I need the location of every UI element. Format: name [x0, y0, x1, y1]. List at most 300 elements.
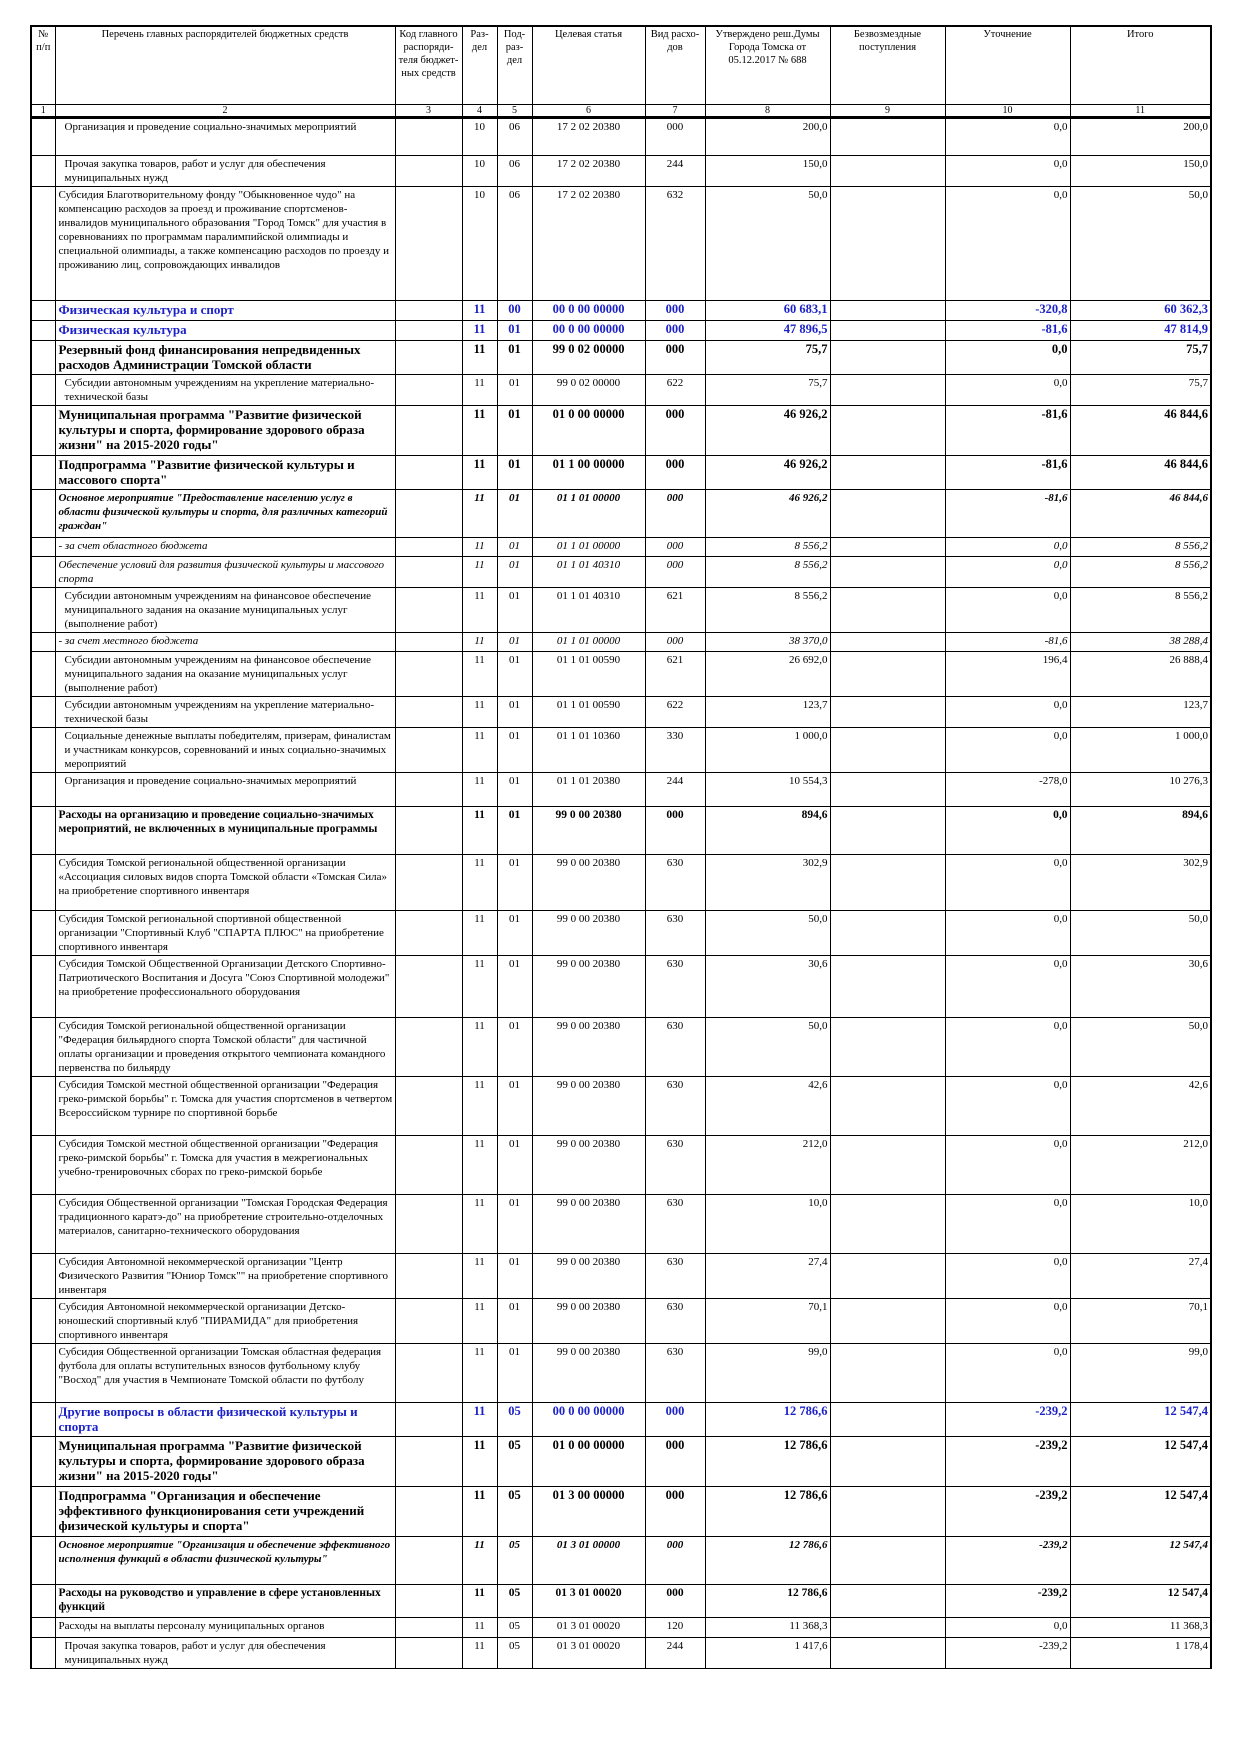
table-cell-total: 46 844,6	[1070, 406, 1211, 456]
table-row	[31, 118, 1211, 156]
table-cell-expense-type: 000	[645, 633, 705, 652]
table-cell-approved: 75,7	[705, 341, 830, 375]
table-cell-grants	[830, 1344, 945, 1403]
table-cell-grants	[830, 118, 945, 156]
table-cell-approved: 60 683,1	[705, 301, 830, 321]
table-cell-subsection: 01	[497, 341, 532, 375]
table-cell-section: 11	[462, 1403, 497, 1437]
table-cell-subsection: 05	[497, 1403, 532, 1437]
table-cell-section: 10	[462, 187, 497, 301]
table-cell-total: 10,0	[1070, 1195, 1211, 1254]
table-cell-subsection: 05	[497, 1487, 532, 1537]
table-cell-target-article: 01 1 01 00000	[532, 538, 645, 557]
table-cell-number	[31, 1585, 55, 1618]
table-row	[31, 1344, 1211, 1403]
table-cell-target-article: 01 3 01 00020	[532, 1618, 645, 1638]
table-cell-expense-type: 000	[645, 1585, 705, 1618]
table-cell-subsection: 05	[497, 1638, 532, 1669]
table-cell-number	[31, 855, 55, 911]
table-cell-number	[31, 1403, 55, 1437]
column-number: 10	[945, 105, 1070, 118]
table-cell-name: Социальные денежные выплаты победителям, призерам, финалистам и участникам конкурсов, соревнований и иных социально-значимых мероприятий	[55, 728, 395, 773]
table-cell-number	[31, 118, 55, 156]
table-cell-total: 50,0	[1070, 1018, 1211, 1077]
table-cell-number	[31, 773, 55, 807]
table-cell-total: 302,9	[1070, 855, 1211, 911]
header-name: Перечень главных распорядителей бюджетных средств	[55, 26, 395, 105]
table-cell-number	[31, 341, 55, 375]
table-cell-total: 150,0	[1070, 156, 1211, 187]
table-row	[31, 1299, 1211, 1344]
table-cell-adjustment: -239,2	[945, 1537, 1070, 1585]
table-cell-target-article: 01 1 01 00590	[532, 652, 645, 697]
table-cell-total: 60 362,3	[1070, 301, 1211, 321]
table-cell-approved: 212,0	[705, 1136, 830, 1195]
table-cell-number	[31, 1299, 55, 1344]
table-cell-name: Субсидия Общественной организации Томская областная федерация футбола для оплаты вступительных взносов футбольному клубу "Восход" для участия в Чемпионате Томской области по футболу	[55, 1344, 395, 1403]
table-cell-target-article: 99 0 00 20380	[532, 911, 645, 956]
table-cell-admin-code	[395, 588, 462, 633]
table-cell-admin-code	[395, 406, 462, 456]
table-cell-subsection: 01	[497, 728, 532, 773]
table-cell-adjustment: -278,0	[945, 773, 1070, 807]
table-cell-expense-type: 630	[645, 1077, 705, 1136]
table-cell-total: 10 276,3	[1070, 773, 1211, 807]
table-cell-subsection: 05	[497, 1618, 532, 1638]
table-cell-expense-type: 000	[645, 538, 705, 557]
table-cell-subsection: 06	[497, 187, 532, 301]
table-cell-subsection: 05	[497, 1585, 532, 1618]
table-cell-section: 11	[462, 855, 497, 911]
table-cell-number	[31, 1437, 55, 1487]
table-cell-section: 11	[462, 1344, 497, 1403]
table-cell-target-article: 01 1 01 40310	[532, 588, 645, 633]
table-cell-expense-type: 000	[645, 490, 705, 538]
table-cell-expense-type: 000	[645, 1537, 705, 1585]
table-cell-section: 10	[462, 156, 497, 187]
table-cell-grants	[830, 1585, 945, 1618]
table-cell-expense-type: 000	[645, 1487, 705, 1537]
table-cell-approved: 302,9	[705, 855, 830, 911]
header-subsection: Под-раз-дел	[497, 26, 532, 105]
table-cell-number	[31, 1195, 55, 1254]
table-cell-expense-type: 000	[645, 341, 705, 375]
table-cell-admin-code	[395, 1618, 462, 1638]
table-cell-target-article: 00 0 00 00000	[532, 321, 645, 341]
table-cell-total: 27,4	[1070, 1254, 1211, 1299]
table-cell-adjustment: 0,0	[945, 1254, 1070, 1299]
table-cell-target-article: 01 1 01 40310	[532, 557, 645, 588]
table-row	[31, 697, 1211, 728]
table-cell-expense-type: 000	[645, 456, 705, 490]
table-cell-target-article: 17 2 02 20380	[532, 118, 645, 156]
table-cell-approved: 123,7	[705, 697, 830, 728]
table-cell-name: Основное мероприятие "Организация и обеспечение эффективного исполнения функций в области физической культуры"	[55, 1537, 395, 1585]
table-cell-subsection: 01	[497, 1077, 532, 1136]
table-cell-admin-code	[395, 1437, 462, 1487]
column-number: 9	[830, 105, 945, 118]
table-cell-grants	[830, 633, 945, 652]
table-cell-total: 11 368,3	[1070, 1618, 1211, 1638]
table-cell-expense-type: 630	[645, 1299, 705, 1344]
table-cell-total: 50,0	[1070, 187, 1211, 301]
table-cell-adjustment: 0,0	[945, 807, 1070, 855]
table-cell-section: 11	[462, 538, 497, 557]
table-cell-grants	[830, 1195, 945, 1254]
table-cell-adjustment: 0,0	[945, 1077, 1070, 1136]
table-cell-name: - за счет местного бюджета	[55, 633, 395, 652]
table-row	[31, 773, 1211, 807]
table-cell-adjustment: 0,0	[945, 956, 1070, 1018]
table-cell-adjustment: 0,0	[945, 855, 1070, 911]
table-cell-number	[31, 538, 55, 557]
table-cell-number	[31, 588, 55, 633]
table-cell-grants	[830, 557, 945, 588]
table-cell-adjustment: -81,6	[945, 633, 1070, 652]
table-cell-adjustment: -239,2	[945, 1638, 1070, 1669]
table-cell-total: 8 556,2	[1070, 588, 1211, 633]
table-row	[31, 1638, 1211, 1669]
table-cell-admin-code	[395, 1254, 462, 1299]
table-cell-subsection: 06	[497, 118, 532, 156]
table-row	[31, 1136, 1211, 1195]
table-cell-grants	[830, 1403, 945, 1437]
table-cell-section: 10	[462, 118, 497, 156]
table-cell-adjustment: 0,0	[945, 697, 1070, 728]
table-cell-subsection: 01	[497, 538, 532, 557]
table-cell-subsection: 01	[497, 773, 532, 807]
table-cell-total: 46 844,6	[1070, 456, 1211, 490]
table-cell-subsection: 01	[497, 1136, 532, 1195]
table-cell-grants	[830, 156, 945, 187]
table-cell-expense-type: 120	[645, 1618, 705, 1638]
header-adjustment: Уточнение	[945, 26, 1070, 105]
table-cell-grants	[830, 588, 945, 633]
table-cell-approved: 10 554,3	[705, 773, 830, 807]
table-cell-section: 11	[462, 956, 497, 1018]
table-cell-approved: 46 926,2	[705, 406, 830, 456]
table-cell-grants	[830, 807, 945, 855]
table-cell-section: 11	[462, 321, 497, 341]
table-cell-name: Субсидия Томской региональной общественной организации "Федерация бильярдного спорта Томской области" для частичной оплаты организации и проведения открытого чемпионата командного первенства по бильярду	[55, 1018, 395, 1077]
table-cell-target-article: 00 0 00 00000	[532, 301, 645, 321]
table-cell-target-article: 01 1 01 00000	[532, 490, 645, 538]
table-cell-section: 11	[462, 728, 497, 773]
table-cell-subsection: 01	[497, 911, 532, 956]
table-cell-target-article: 99 0 00 20380	[532, 1077, 645, 1136]
column-number: 4	[462, 105, 497, 118]
table-cell-approved: 47 896,5	[705, 321, 830, 341]
table-cell-name: Субсидия Благотворительному фонду "Обыкновенное чудо" на компенсацию расходов за проезд и проживание спортсменов-инвалидов муниципального образования "Город Томск" для участия в соревнованиях по программам паралимпийской олимпиады и специальной олимпиады, а также компенсацию расходов по проезду и проживанию лиц, сопровождающих инвалидов	[55, 187, 395, 301]
table-cell-target-article: 99 0 02 00000	[532, 341, 645, 375]
table-cell-target-article: 99 0 00 20380	[532, 1136, 645, 1195]
table-cell-name: Подпрограмма "Организация и обеспечение эффективного функционирования сети учреждений физической культуры и спорта"	[55, 1487, 395, 1537]
column-number: 8	[705, 105, 830, 118]
table-row	[31, 1077, 1211, 1136]
header-total: Итого	[1070, 26, 1211, 105]
table-cell-section: 11	[462, 1136, 497, 1195]
table-cell-total: 1 178,4	[1070, 1638, 1211, 1669]
table-cell-subsection: 05	[497, 1537, 532, 1585]
table-cell-number	[31, 911, 55, 956]
header-grants: Безвозмездные поступления	[830, 26, 945, 105]
table-cell-number	[31, 301, 55, 321]
table-cell-grants	[830, 855, 945, 911]
table-cell-admin-code	[395, 341, 462, 375]
table-cell-name: Муниципальная программа "Развитие физической культуры и спорта, формирование здорового образа жизни" на 2015-2020 годы"	[55, 406, 395, 456]
header-approved: Утверждено реш.Думы Города Томска от 05.12.2017 № 688	[705, 26, 830, 105]
table-cell-subsection: 01	[497, 652, 532, 697]
table-row	[31, 1403, 1211, 1437]
table-cell-expense-type: 630	[645, 1195, 705, 1254]
table-cell-section: 11	[462, 633, 497, 652]
column-number: 2	[55, 105, 395, 118]
table-cell-subsection: 01	[497, 321, 532, 341]
table-cell-name: Основное мероприятие "Предоставление населению услуг в области физической культуры и спорта, для различных категорий граждан"	[55, 490, 395, 538]
table-row	[31, 1254, 1211, 1299]
table-cell-name: Субсидия Томской местной общественной организации "Федерация греко-римской борьбы" г. Томска для участия в межрегиональных учебно-тренировочных сборах по греко-римской борьбе	[55, 1136, 395, 1195]
table-cell-total: 1 000,0	[1070, 728, 1211, 773]
table-cell-number	[31, 321, 55, 341]
table-cell-target-article: 01 0 00 00000	[532, 1437, 645, 1487]
table-cell-number	[31, 1018, 55, 1077]
table-cell-number	[31, 1618, 55, 1638]
table-cell-total: 75,7	[1070, 341, 1211, 375]
table-cell-grants	[830, 1618, 945, 1638]
budget-table-page	[30, 25, 1210, 1669]
table-row	[31, 807, 1211, 855]
table-cell-number	[31, 156, 55, 187]
table-row	[31, 406, 1211, 456]
table-cell-section: 11	[462, 490, 497, 538]
table-cell-expense-type: 630	[645, 1344, 705, 1403]
table-cell-expense-type: 244	[645, 773, 705, 807]
table-cell-name: Прочая закупка товаров, работ и услуг для обеспечения муниципальных нужд	[55, 156, 395, 187]
table-cell-total: 12 547,4	[1070, 1585, 1211, 1618]
table-row	[31, 1585, 1211, 1618]
table-cell-approved: 1 000,0	[705, 728, 830, 773]
column-number: 11	[1070, 105, 1211, 118]
table-cell-name: Другие вопросы в области физической культуры и спорта	[55, 1403, 395, 1437]
table-cell-adjustment: 196,4	[945, 652, 1070, 697]
table-cell-expense-type: 000	[645, 406, 705, 456]
table-cell-admin-code	[395, 1585, 462, 1618]
table-cell-admin-code	[395, 911, 462, 956]
table-cell-number	[31, 728, 55, 773]
table-cell-target-article: 99 0 00 20380	[532, 1344, 645, 1403]
table-cell-expense-type: 630	[645, 855, 705, 911]
table-cell-admin-code	[395, 1403, 462, 1437]
table-cell-total: 200,0	[1070, 118, 1211, 156]
table-cell-grants	[830, 456, 945, 490]
table-cell-total: 12 547,4	[1070, 1537, 1211, 1585]
table-cell-approved: 38 370,0	[705, 633, 830, 652]
table-cell-grants	[830, 1638, 945, 1669]
header-number: № п/п	[31, 26, 55, 105]
table-cell-subsection: 01	[497, 956, 532, 1018]
table-cell-subsection: 01	[497, 807, 532, 855]
table-cell-number	[31, 956, 55, 1018]
table-cell-adjustment: 0,0	[945, 1018, 1070, 1077]
table-cell-section: 11	[462, 1018, 497, 1077]
table-cell-target-article: 01 3 00 00000	[532, 1487, 645, 1537]
table-cell-subsection: 01	[497, 375, 532, 406]
table-cell-total: 212,0	[1070, 1136, 1211, 1195]
table-cell-admin-code	[395, 697, 462, 728]
table-row	[31, 375, 1211, 406]
table-cell-total: 50,0	[1070, 911, 1211, 956]
table-cell-name: Резервный фонд финансирования непредвиденных расходов Администрации Томской области	[55, 341, 395, 375]
table-cell-admin-code	[395, 456, 462, 490]
table-row	[31, 1537, 1211, 1585]
table-cell-approved: 50,0	[705, 1018, 830, 1077]
table-row	[31, 855, 1211, 911]
header-row	[31, 26, 1211, 105]
column-number: 7	[645, 105, 705, 118]
table-cell-approved: 10,0	[705, 1195, 830, 1254]
table-cell-number	[31, 697, 55, 728]
table-cell-target-article: 99 0 00 20380	[532, 807, 645, 855]
table-cell-admin-code	[395, 1344, 462, 1403]
table-cell-target-article: 01 3 01 00020	[532, 1585, 645, 1618]
table-cell-total: 12 547,4	[1070, 1487, 1211, 1537]
table-cell-approved: 46 926,2	[705, 490, 830, 538]
table-cell-admin-code	[395, 633, 462, 652]
table-cell-subsection: 01	[497, 557, 532, 588]
table-cell-adjustment: 0,0	[945, 911, 1070, 956]
table-row	[31, 557, 1211, 588]
table-cell-admin-code	[395, 1136, 462, 1195]
table-cell-number	[31, 1254, 55, 1299]
table-cell-adjustment: 0,0	[945, 1344, 1070, 1403]
table-cell-admin-code	[395, 1018, 462, 1077]
table-cell-grants	[830, 1487, 945, 1537]
table-row	[31, 156, 1211, 187]
table-cell-subsection: 00	[497, 301, 532, 321]
table-row	[31, 456, 1211, 490]
table-cell-section: 11	[462, 1077, 497, 1136]
header-target-article: Целевая статья	[532, 26, 645, 105]
table-cell-target-article: 99 0 00 20380	[532, 1299, 645, 1344]
table-cell-target-article: 99 0 00 20380	[532, 1195, 645, 1254]
table-cell-number	[31, 633, 55, 652]
table-cell-target-article: 01 3 01 00020	[532, 1638, 645, 1669]
table-cell-name: Расходы на организацию и проведение социально-значимых мероприятий, не включенных в муниципальные программы	[55, 807, 395, 855]
table-cell-grants	[830, 1437, 945, 1487]
table-cell-expense-type: 630	[645, 1018, 705, 1077]
table-cell-subsection: 01	[497, 855, 532, 911]
table-cell-total: 38 288,4	[1070, 633, 1211, 652]
table-cell-name: Субсидия Общественной организации "Томская Городская Федерация традиционного каратэ-до" на приобретение строительно-отделочных материалов, санитарно-технического оборудования	[55, 1195, 395, 1254]
table-cell-expense-type: 244	[645, 156, 705, 187]
table-cell-expense-type: 000	[645, 1403, 705, 1437]
table-cell-target-article: 99 0 02 00000	[532, 375, 645, 406]
table-cell-target-article: 01 1 01 00000	[532, 633, 645, 652]
table-cell-grants	[830, 538, 945, 557]
table-cell-number	[31, 557, 55, 588]
table-cell-approved: 8 556,2	[705, 588, 830, 633]
table-cell-approved: 50,0	[705, 187, 830, 301]
table-cell-admin-code	[395, 1299, 462, 1344]
table-cell-adjustment: 0,0	[945, 728, 1070, 773]
table-cell-subsection: 01	[497, 456, 532, 490]
table-cell-number	[31, 1487, 55, 1537]
table-cell-approved: 46 926,2	[705, 456, 830, 490]
table-cell-section: 11	[462, 301, 497, 321]
header-admin-code: Код главного распоряди-теля бюджет-ных средств	[395, 26, 462, 105]
table-cell-subsection: 01	[497, 633, 532, 652]
table-cell-approved: 8 556,2	[705, 538, 830, 557]
table-cell-number	[31, 406, 55, 456]
table-cell-name: Обеспечение условий для развития физической культуры и массового спорта	[55, 557, 395, 588]
table-cell-name: Субсидии автономным учреждениям на укрепление материально-технической базы	[55, 697, 395, 728]
table-cell-adjustment: 0,0	[945, 118, 1070, 156]
table-cell-expense-type: 622	[645, 697, 705, 728]
table-cell-section: 11	[462, 1638, 497, 1669]
table-cell-approved: 12 786,6	[705, 1437, 830, 1487]
table-cell-approved: 894,6	[705, 807, 830, 855]
table-cell-number	[31, 1344, 55, 1403]
table-cell-admin-code	[395, 156, 462, 187]
table-cell-number	[31, 490, 55, 538]
table-cell-approved: 12 786,6	[705, 1585, 830, 1618]
table-cell-adjustment: -320,8	[945, 301, 1070, 321]
table-cell-name: Субсидии автономным учреждениям на финансовое обеспечение муниципального задания на оказание муниципальных услуг (выполнение работ)	[55, 588, 395, 633]
table-cell-total: 894,6	[1070, 807, 1211, 855]
table-cell-total: 46 844,6	[1070, 490, 1211, 538]
column-number: 5	[497, 105, 532, 118]
table-cell-target-article: 01 1 01 20380	[532, 773, 645, 807]
table-cell-approved: 70,1	[705, 1299, 830, 1344]
table-cell-subsection: 01	[497, 490, 532, 538]
table-cell-admin-code	[395, 956, 462, 1018]
table-cell-expense-type: 622	[645, 375, 705, 406]
table-cell-section: 11	[462, 557, 497, 588]
table-cell-target-article: 01 3 01 00000	[532, 1537, 645, 1585]
table-cell-total: 26 888,4	[1070, 652, 1211, 697]
table-cell-total: 42,6	[1070, 1077, 1211, 1136]
budget-table	[30, 25, 1212, 1669]
table-cell-admin-code	[395, 301, 462, 321]
table-cell-subsection: 01	[497, 1018, 532, 1077]
table-cell-name: Расходы на выплаты персоналу муниципальных органов	[55, 1618, 395, 1638]
table-cell-approved: 200,0	[705, 118, 830, 156]
table-cell-approved: 12 786,6	[705, 1537, 830, 1585]
table-cell-section: 11	[462, 1437, 497, 1487]
table-cell-subsection: 05	[497, 1437, 532, 1487]
table-cell-approved: 75,7	[705, 375, 830, 406]
table-cell-grants	[830, 341, 945, 375]
table-cell-number	[31, 1136, 55, 1195]
table-cell-section: 11	[462, 773, 497, 807]
table-cell-section: 11	[462, 1195, 497, 1254]
column-number: 3	[395, 105, 462, 118]
table-cell-name: Субсидия Томской Общественной Организации Детского Спортивно-Патриотического Воспитания и Досуга "Союз Спортивной молодежи" на приобретение профессионального оборудования	[55, 956, 395, 1018]
table-cell-admin-code	[395, 321, 462, 341]
table-cell-grants	[830, 406, 945, 456]
table-cell-grants	[830, 1018, 945, 1077]
table-cell-target-article: 99 0 00 20380	[532, 1254, 645, 1299]
table-cell-admin-code	[395, 1077, 462, 1136]
table-row	[31, 321, 1211, 341]
table-cell-name: Расходы на руководство и управление в сфере установленных функций	[55, 1585, 395, 1618]
table-row	[31, 956, 1211, 1018]
table-cell-name: Физическая культура	[55, 321, 395, 341]
table-cell-section: 11	[462, 375, 497, 406]
table-cell-adjustment: 0,0	[945, 1299, 1070, 1344]
table-cell-grants	[830, 321, 945, 341]
table-cell-adjustment: 0,0	[945, 588, 1070, 633]
